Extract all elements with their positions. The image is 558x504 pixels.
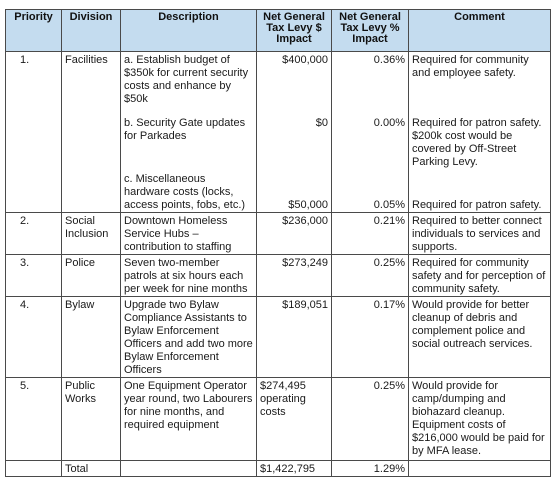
description-cell: b. Security Gate updates for Parkades [121,106,257,169]
total-label: Total [62,461,121,477]
division-cell: Facilities [62,52,121,107]
total-levy-dollar: $1,422,795 [257,461,332,477]
division-cell: Social Inclusion [62,213,121,255]
priority-cell: 1. [6,52,62,107]
comment-cell: Required to better connect individuals to services and supports. [409,213,551,255]
division-cell: Police [62,255,121,297]
table-row [6,106,551,169]
table-row [6,52,551,107]
levy-dollar-cell: $189,051 [257,297,332,378]
levy-dollar-cell: $274,495 operating costs [257,378,332,461]
division-cell: Public Works [62,378,121,461]
table-row [6,169,551,213]
description-cell: a. Establish budget of $350k for current security costs and enhance by $50k [121,52,257,107]
header-comment: Comment [409,10,551,52]
priority-cell: 4. [6,297,62,378]
levy-percent-cell: 0.25% [332,378,409,461]
levy-percent-cell: 0.21% [332,213,409,255]
levy-percent-cell: 0.36% [332,52,409,107]
levy-dollar-cell: $400,000 [257,52,332,107]
levy-dollar-cell: $0 [257,106,332,169]
comment-cell: Would provide for better cleanup of debris and complement police and social outreach services. [409,297,551,378]
description-cell: Seven two-member patrols at six hours each per week for nine months [121,255,257,297]
table-header-row [6,10,551,52]
division-cell: Bylaw [62,297,121,378]
comment-cell: Required for community safety and for perception of community safety. [409,255,551,297]
total-row [6,461,551,477]
levy-dollar-cell: $273,249 [257,255,332,297]
levy-percent-cell: 0.00% [332,106,409,169]
budget-priority-table [5,9,551,477]
table-row [6,213,551,255]
table-row [6,378,551,461]
total-levy-percent: 1.29% [332,461,409,477]
header-priority: Priority [6,10,62,52]
levy-dollar-cell: $50,000 [257,169,332,213]
header-division: Division [62,10,121,52]
levy-percent-cell: 0.25% [332,255,409,297]
header-levy-percent: Net General Tax Levy % Impact [332,10,409,52]
comment-cell: Required for patron safety. [409,169,551,213]
levy-dollar-cell: $236,000 [257,213,332,255]
comment-cell: Would provide for camp/dumping and biohazard cleanup. Equipment costs of $216,000 would be paid for by MFA lease. [409,378,551,461]
table-row [6,297,551,378]
priority-cell: 2. [6,213,62,255]
table-row [6,255,551,297]
description-cell: Upgrade two Bylaw Compliance Assistants to Bylaw Enforcement Officers and add two more Bylaw Enforcement Officers [121,297,257,378]
levy-percent-cell: 0.05% [332,169,409,213]
priority-cell: 5. [6,378,62,461]
description-cell: c. Miscellaneous hardware costs (locks, access points, fobs, etc.) [121,169,257,213]
description-cell: Downtown Homeless Service Hubs – contribution to staffing [121,213,257,255]
comment-cell: Required for patron safety. $200k cost would be covered by Off-Street Parking Levy. [409,106,551,169]
description-cell: One Equipment Operator year round, two Labourers for nine months, and required equipment [121,378,257,461]
levy-percent-cell: 0.17% [332,297,409,378]
priority-cell: 3. [6,255,62,297]
header-levy-dollar: Net General Tax Levy $ Impact [257,10,332,52]
header-description: Description [121,10,257,52]
comment-cell: Required for community and employee safety. [409,52,551,107]
